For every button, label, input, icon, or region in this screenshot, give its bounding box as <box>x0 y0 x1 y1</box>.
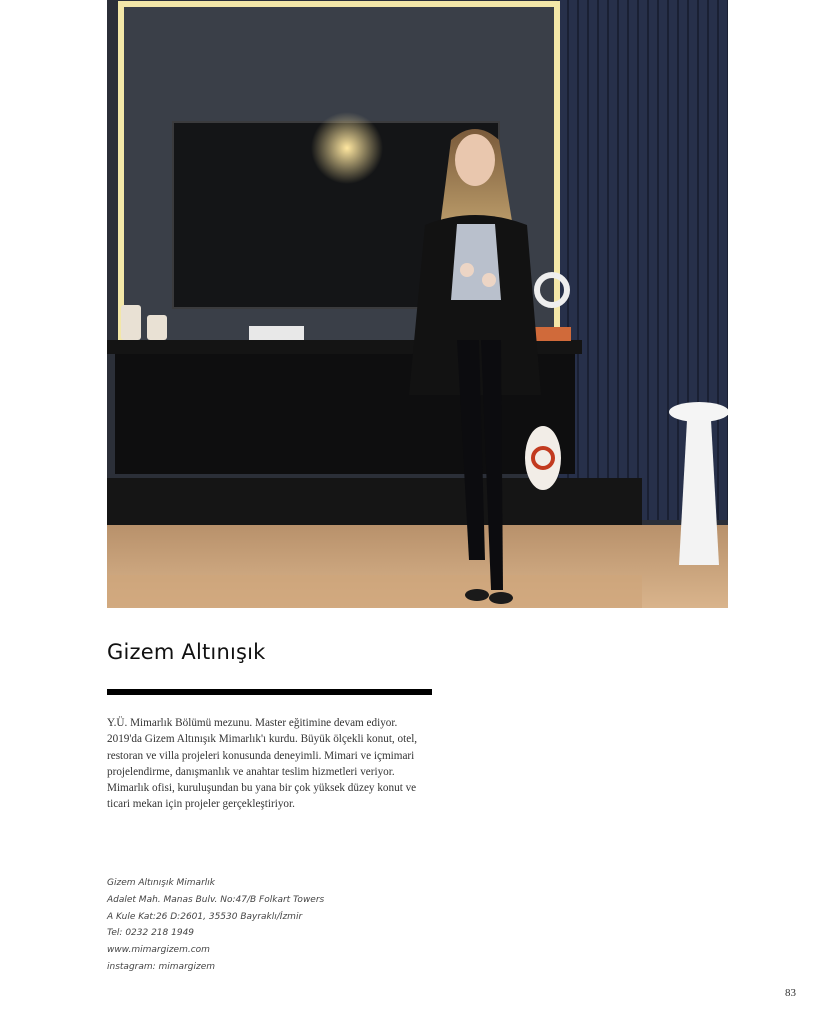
address-line-2: A Kule Kat:26 D:2601, 35530 Bayraklı/İzmir <box>107 911 303 922</box>
phone-number: Tel: 0232 218 1949 <box>107 928 195 939</box>
person-name: Gizem Altınışık <box>107 640 266 664</box>
portrait-illustration <box>107 0 728 608</box>
page-number: 83 <box>785 987 796 999</box>
company-name: Gizem Altınışık Mimarlık <box>107 878 215 888</box>
divider-rule <box>107 689 432 695</box>
instagram-handle[interactable]: instagram: mimargizem <box>107 961 216 972</box>
website-link[interactable]: www.mimargizem.com <box>107 945 210 956</box>
bio-paragraph: Y.Ü. Mimarlık Bölümü mezunu. Master eğitimine devam ediyor. 2019'da Gizem Altınışık Mimarlık'ı kurdu. Büyük ölçekli konut, otel, restoran ve villa projeleri konusunda deneyimli. Mimari ve içmimari projelendirme, danışmanlık ve anahtar teslim hizmetleri veriyor. Mimarlık ofisi, kuruluşundan bu yana bir çok yüksek düzey konut ve ticari mekan için projeler gerçekleştiriyor. <box>107 717 418 811</box>
contact-block <box>107 875 324 976</box>
portrait-photo <box>107 0 728 608</box>
address-line-1: Adalet Mah. Manas Bulv. No:47/B Folkart Towers <box>107 894 325 905</box>
